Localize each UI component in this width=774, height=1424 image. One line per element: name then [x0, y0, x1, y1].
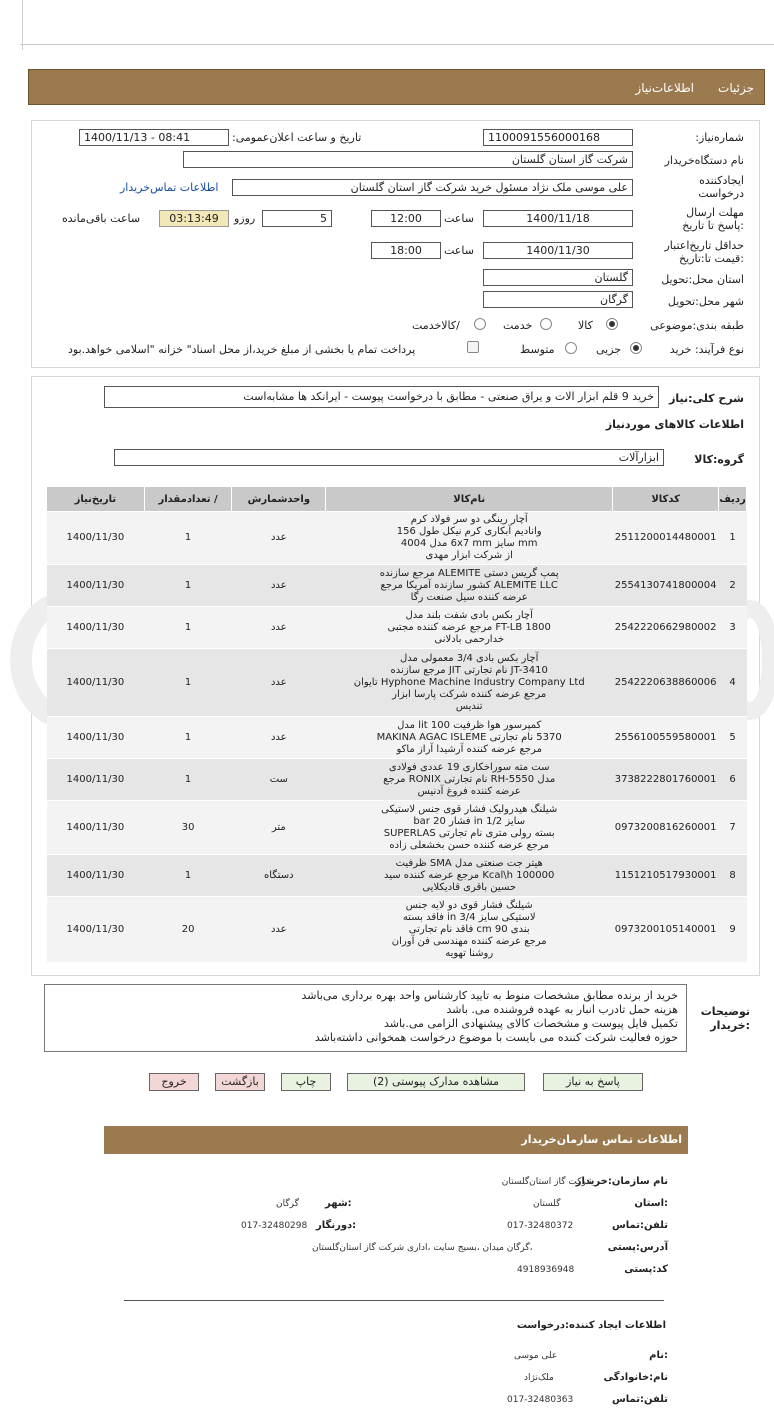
- buyer-contact-link[interactable]: اطلاعات تماس‌خریدار: [120, 181, 219, 194]
- item-unit: دستگاه: [232, 855, 326, 897]
- item-name-line: بندی 90 cm فاقد نام تجارتی: [408, 923, 530, 935]
- item-name-line: مرجع عرضه کننده آرشیدا آراز ماکو: [396, 743, 542, 755]
- org-label: نام سازمان:خریدار: [575, 1176, 668, 1187]
- table-row: [47, 855, 747, 897]
- radio-medium[interactable]: [565, 342, 577, 354]
- item-name: [326, 607, 613, 649]
- table-row: [47, 759, 747, 801]
- item-name-line: mm سایز 6x7 mm مدل 4004: [400, 538, 538, 549]
- family-value: ملک‌نژاد: [524, 1373, 554, 1383]
- province-value: گلستان: [533, 1199, 561, 1209]
- table-row: [47, 512, 747, 565]
- row-number: 8: [719, 855, 747, 897]
- address-value: ،گرگان میدان ،بسیج سایت ،اداری شرکت گاز استان‌گلستان: [312, 1243, 533, 1253]
- radio-goods-service[interactable]: [474, 318, 486, 330]
- requester-title: اطلاعات ایجاد کننده:درخواست: [516, 1320, 666, 1331]
- summary-field: خرید 9 قلم ابزار الات و یراق صنعتی - مطابق با درخواست پیوست - ایرانکد ها مشابه‌است: [104, 386, 659, 408]
- item-name-line: پمپ گریس دستی ALEMITE مرجع سازنده: [379, 567, 559, 579]
- city-label: شهر محل:تحویل: [667, 295, 744, 308]
- days-label: روزو: [234, 212, 256, 225]
- item-name-line: آچار رینگی دو سر فولاد کرم: [410, 514, 528, 525]
- item-name: [326, 565, 613, 607]
- fax-value: 017-32480298: [241, 1221, 308, 1231]
- row-number: 7: [719, 801, 747, 855]
- item-name-line: وانادیم آبکاری کرم نیکل طول 156: [396, 526, 542, 537]
- item-name-line: از شرکت ابزار مهدی: [425, 550, 513, 561]
- proc-medium-label: متوسط: [520, 343, 555, 356]
- need-number-label: شماره‌نیاز:: [695, 131, 744, 144]
- name-value: علی موسی: [514, 1351, 558, 1361]
- item-name-line: شیلنگ هیدرولیک فشار قوی جنس لاستیکی: [381, 803, 558, 815]
- validity-hour-field: 18:00: [371, 242, 441, 259]
- item-name-line: آچار بکس بادی 3/4 معمولی مدل: [400, 652, 539, 664]
- item-name-line: مدل RH-5550 نام تجارتی RONIX مرجع: [383, 773, 556, 785]
- divider: [124, 1300, 664, 1301]
- radio-goods[interactable]: [606, 318, 618, 330]
- item-date: 1400/11/30: [47, 897, 145, 963]
- group-label: گروه:کالا: [694, 453, 744, 466]
- row-number: 4: [719, 649, 747, 717]
- row-number: 2: [719, 565, 747, 607]
- item-qty: 20: [144, 897, 232, 963]
- contact-header: [104, 1126, 688, 1154]
- summary-label: شرح کلی:نیاز: [669, 392, 744, 405]
- item-code: 2554130741800004: [613, 565, 719, 607]
- buyer-org-label: نام دستگاه‌خریدار: [664, 154, 744, 167]
- item-name-line: JT-3410 نام تجارتی JIT مرجع سازنده: [390, 664, 548, 676]
- table-row: [47, 607, 747, 649]
- item-code: 2542220662980002: [613, 607, 719, 649]
- item-qty: 1: [144, 512, 232, 565]
- item-date: 1400/11/30: [47, 607, 145, 649]
- note-line: تکمیل فایل پیوست و مشخصات کالای پیشنهادی الزامی می.باشد: [383, 1017, 678, 1030]
- postal-value: 4918936948: [517, 1265, 575, 1275]
- payment-note: پرداخت تمام یا بخشی از مبلغ خرید،از محل اسناد" خزانه "اسلامی خواهد.بود: [68, 343, 416, 356]
- item-unit: عدد: [232, 717, 326, 759]
- province-label: استان محل:تحویل: [661, 273, 744, 286]
- col-header: تاریخ‌نیاز: [47, 487, 145, 512]
- note-line: حوزه فعالیت شرکت کننده می بایست با موضوع درخواست همخوانی داشته‌باشد: [314, 1031, 678, 1044]
- item-unit: عدد: [232, 897, 326, 963]
- group-field: ابزارآلات: [114, 449, 664, 466]
- item-name: [326, 801, 613, 855]
- table-row: [47, 717, 747, 759]
- phone-label: تلفن:تماس: [611, 1220, 668, 1231]
- item-date: 1400/11/30: [47, 717, 145, 759]
- item-name-line: خدارحمی بادلانی: [434, 633, 504, 645]
- item-code: 2511200014480001: [613, 512, 719, 565]
- process-label: نوع فرآیند: خرید: [669, 343, 744, 356]
- attachments-button[interactable]: مشاهده مدارک پیوستی (2): [347, 1073, 525, 1091]
- cat-goods-label: کالا: [578, 319, 593, 332]
- notes-label: توضیحات :خریدار: [700, 1005, 750, 1032]
- goods-title: اطلاعات کالاهای موردنیاز: [605, 418, 744, 431]
- table-row: [47, 801, 747, 855]
- item-code: 2556100559580001: [613, 717, 719, 759]
- payment-checkbox[interactable]: [467, 341, 479, 353]
- days-field: 5: [262, 210, 332, 227]
- need-number-field: 1100091556000168: [483, 129, 633, 146]
- col-header: ردیف: [719, 487, 747, 512]
- col-header: نام‌کالا: [326, 487, 613, 512]
- item-unit: عدد: [232, 607, 326, 649]
- contact-title: اطلاعات تماس سازمان‌خریدار: [521, 1133, 682, 1146]
- item-name-line: شیلنگ فشار قوی دو لایه جنس: [405, 899, 533, 911]
- validity-label: حداقل تاریخ‌اعتبار :قیمت تا:تاریخ: [664, 239, 744, 265]
- item-name-line: هیتر جت صنعتی مدل SMA ظرفیت: [395, 857, 543, 869]
- col-header: واحدشمارش: [232, 487, 326, 512]
- item-name-line: FT-LB 1800 مرجع عرضه کننده مجتبی: [387, 621, 551, 633]
- row-number: 6: [719, 759, 747, 801]
- deadline-label: مهلت ارسال :پاسخ تا تاریخ: [682, 206, 744, 232]
- deadline-hour-field: 12:00: [371, 210, 441, 227]
- province-field: گلستان: [483, 269, 633, 286]
- item-name-line: ست مته سوراخکاری 19 عددی فولادی: [388, 761, 550, 773]
- table-row: [47, 565, 747, 607]
- remaining-timer: 03:13:49: [159, 210, 229, 227]
- item-code: 1151210517930001: [613, 855, 719, 897]
- item-code: 0973200816260001: [613, 801, 719, 855]
- item-name-line: مرجع عرضه کننده حسن بخشعلی زاده: [389, 839, 549, 851]
- item-name: [326, 759, 613, 801]
- validity-date-field: 1400/11/30: [483, 242, 633, 259]
- item-unit: عدد: [232, 512, 326, 565]
- buyer-org-field: شرکت گاز استان گلستان: [183, 151, 633, 168]
- goods-table: [46, 486, 747, 963]
- item-date: 1400/11/30: [47, 759, 145, 801]
- city-label: :شهر: [325, 1198, 352, 1209]
- print-button[interactable]: چاپ: [281, 1073, 331, 1091]
- item-name-line: ALEMITE LLC کشور سازنده آمریکا مرجع: [380, 579, 558, 591]
- item-name-line: بسته رولی متری نام تجارتی SUPERLAS: [383, 827, 555, 839]
- item-name: [326, 512, 613, 565]
- item-qty: 1: [144, 717, 232, 759]
- reply-button[interactable]: پاسخ به نیاز: [543, 1073, 643, 1091]
- postal-label: کد:پستی: [624, 1264, 668, 1275]
- item-date: 1400/11/30: [47, 649, 145, 717]
- note-line: خرید از برنده مطابق مشخصات منوط به تایید کارشناس واحد بهره برداری می‌باشد: [301, 989, 678, 1002]
- req-phone-label: تلفن:تماس: [611, 1394, 668, 1405]
- item-unit: متر: [232, 801, 326, 855]
- item-name: [326, 897, 613, 963]
- cat-goods-service-label: /کالاخدمت: [412, 319, 460, 332]
- name-label: :نام: [649, 1350, 668, 1361]
- hour-label: ساعت: [444, 212, 474, 225]
- item-name-line: کمپرسور هوا ظرفیت 100 lit مدل: [397, 719, 542, 731]
- item-qty: 1: [144, 607, 232, 649]
- item-code: 3738222801760001: [613, 759, 719, 801]
- item-name-line: مرجع عرضه کننده مهندسی فن آوران: [391, 935, 547, 947]
- row-number: 1: [719, 512, 747, 565]
- cat-service-label: خدمت: [503, 319, 533, 332]
- fax-label: :دورنگار: [316, 1220, 357, 1231]
- item-name-line: سایز 1/2 in فشار 20 bar: [413, 815, 526, 827]
- radio-partial[interactable]: [630, 342, 642, 354]
- table-row: [47, 897, 747, 963]
- item-unit: عدد: [232, 565, 326, 607]
- item-code: 2542220638860006: [613, 649, 719, 717]
- exit-button[interactable]: خروج: [149, 1073, 199, 1091]
- item-name: [326, 649, 613, 717]
- item-unit: عدد: [232, 649, 326, 717]
- item-name: [326, 855, 613, 897]
- item-date: 1400/11/30: [47, 855, 145, 897]
- buyer-notes: [44, 984, 687, 1052]
- address-label: آدرس:پستی: [607, 1242, 668, 1253]
- item-name-line: حسین باقری قادیکلایی: [422, 881, 517, 893]
- row-number: 5: [719, 717, 747, 759]
- validity-hour-label: ساعت: [444, 244, 474, 257]
- item-qty: 1: [144, 759, 232, 801]
- creator-field: علی موسی ملک نژاد مسئول خرید شرکت گاز استان گلستان: [232, 179, 633, 196]
- tab-need-info[interactable]: اطلاعات‌نیاز: [635, 81, 694, 95]
- item-qty: 30: [144, 801, 232, 855]
- item-name-line: مرجع عرضه کننده شرکت پارسا ابزار: [392, 688, 547, 700]
- province-label: :استان: [634, 1198, 668, 1209]
- item-date: 1400/11/30: [47, 801, 145, 855]
- creator-label: ایجادکننده درخواست: [698, 174, 744, 200]
- note-line: هزینه حمل تادرب انبار به عهده فروشنده می. باشد: [446, 1003, 678, 1016]
- item-qty: 1: [144, 649, 232, 717]
- city-value: گرگان: [276, 1199, 299, 1209]
- table-row: [47, 649, 747, 717]
- item-qty: 1: [144, 565, 232, 607]
- item-unit: ست: [232, 759, 326, 801]
- announce-label: تاریخ و ساعت اعلان‌عمومی:: [232, 131, 362, 144]
- col-header: کدکالا: [613, 487, 719, 512]
- item-name-line: 5370 نام تجارتی MAKINA AGAC ISLEME: [376, 731, 562, 743]
- item-name-line: Hyphone Machine Industry Company Ltd تایوان: [353, 676, 585, 688]
- row-number: 3: [719, 607, 747, 649]
- item-name-line: عرضه کننده سیل صنعت رگا: [410, 591, 528, 603]
- radio-service[interactable]: [540, 318, 552, 330]
- tab-details[interactable]: جزئیات: [718, 81, 754, 95]
- req-phone-value: 017-32480363: [507, 1395, 574, 1405]
- col-header: / تعدادمقدار: [144, 487, 232, 512]
- item-date: 1400/11/30: [47, 512, 145, 565]
- item-name-line: تندیس: [455, 700, 483, 712]
- category-label: طبقه بندی:موضوعی: [650, 319, 744, 332]
- family-label: نام:خانوادگی: [603, 1372, 668, 1383]
- decor-line: [22, 0, 23, 50]
- org-value: شرکت گاز استان‌گلستان: [501, 1177, 594, 1187]
- back-button[interactable]: بازگشت: [215, 1073, 265, 1091]
- proc-partial-label: جزیی: [596, 343, 622, 356]
- header-bar: [28, 69, 765, 105]
- item-name-line: عرضه کننده فروغ آدنیس: [417, 785, 521, 797]
- remaining-label: ساعت باقی‌مانده: [62, 212, 141, 225]
- item-code: 0973200105140001: [613, 897, 719, 963]
- item-name-line: لاستیکی سایز 3/4 in فاقد بسته: [402, 911, 536, 923]
- divider: [20, 44, 774, 45]
- city-field: گرگان: [483, 291, 633, 308]
- item-qty: 1: [144, 855, 232, 897]
- row-number: 9: [719, 897, 747, 963]
- item-date: 1400/11/30: [47, 565, 145, 607]
- item-name: [326, 717, 613, 759]
- deadline-date-field: 1400/11/18: [483, 210, 633, 227]
- phone-value: 017-32480372: [507, 1221, 574, 1231]
- item-name-line: روشنا تهویه: [445, 947, 494, 959]
- announce-field: 1400/11/13 - 08:41: [79, 129, 229, 146]
- item-name-line: 100000 Kcal\h مرجع عرضه کننده سید: [383, 869, 555, 881]
- item-name-line: آچار بکس بادی شفت بلند مدل: [405, 609, 533, 621]
